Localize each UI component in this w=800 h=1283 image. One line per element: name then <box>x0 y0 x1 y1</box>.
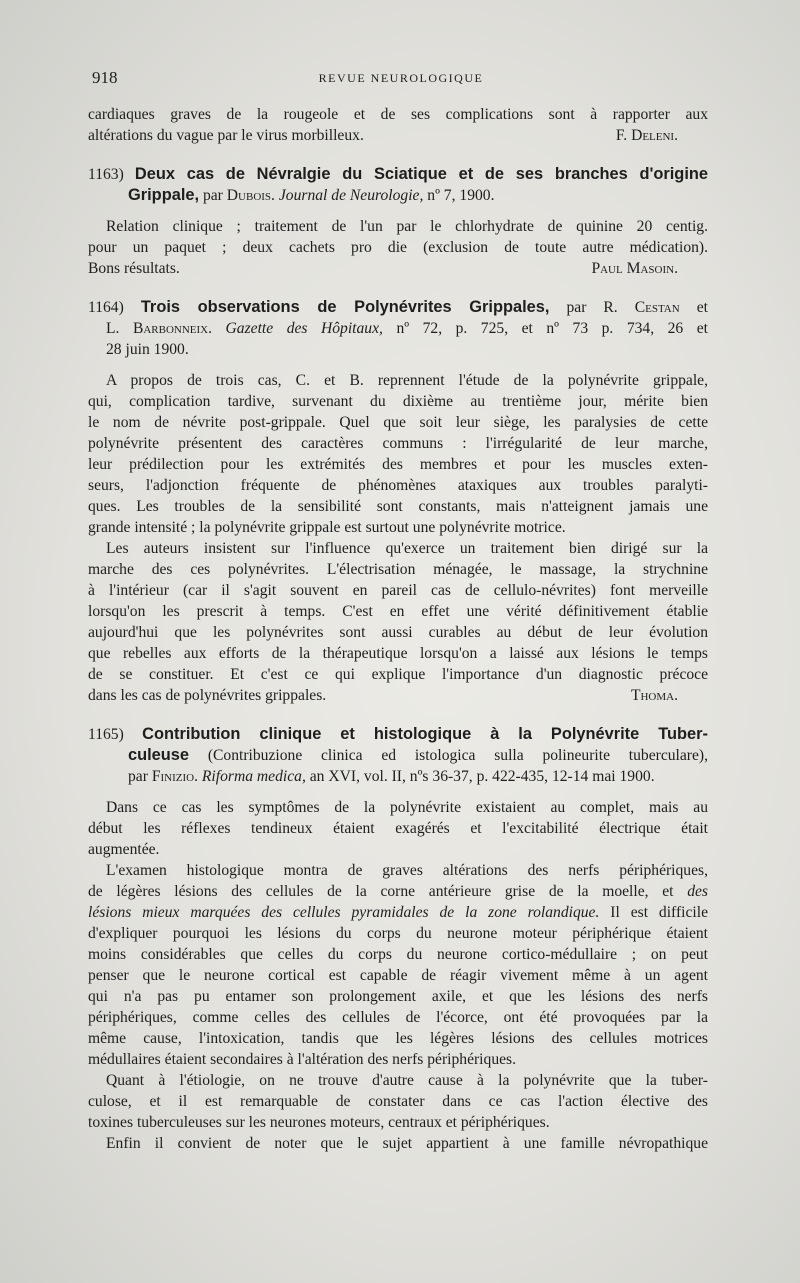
body-line: dans les cas de polynévrites grippales. <box>88 687 327 704</box>
running-header <box>92 68 710 92</box>
issue: 28 juin 1900. <box>106 341 189 358</box>
cite-word: et <box>696 299 708 316</box>
journal-name: Journal de Neurologie, <box>278 187 424 204</box>
body-line: même cause, l'intoxication, tandis que les légères lésions des cellules motrices <box>88 1030 708 1047</box>
body-line: aujourd'hui que les polynévrites sont aussi curables au début de leur évolution <box>88 624 708 641</box>
author: Barbonneix. <box>132 320 213 337</box>
body-line: de se constituer. Et c'est ce qui explique l'importance d'un diagnostic précoce <box>88 666 708 683</box>
intro-line: altérations du vague par le virus morbilleux. <box>88 127 364 144</box>
body-line: culose, et il est remarquable de constater dans ce cas l'action élective des <box>88 1093 708 1110</box>
signature: Paul Masoin. <box>591 260 678 277</box>
body-line: Dans ce cas les symptômes de la polynévrite existaient au complet, mais au <box>106 799 708 816</box>
issue: an XVI, vol. II, nºs 36-37, p. 422-435, 12-14 mai 1900. <box>309 768 655 785</box>
body-line: pour un paquet ; deux cachets pro die (exclusion de toute autre médication). <box>88 239 708 256</box>
body-line <box>88 881 708 902</box>
body-line: Les auteurs insistent sur l'influence qu'exerce un traitement bien dirigé sur la <box>106 540 708 557</box>
issue: nº 72, p. 725, et nº 73 p. 734, 26 et <box>396 320 708 337</box>
author: Dubois. <box>226 187 275 204</box>
body-italic: lésions mieux marquées des cellules pyramidales de la zone rolandique. <box>88 904 600 921</box>
article-content <box>88 104 708 1154</box>
body-line: A propos de trois cas, C. et B. reprennent l'étude de la polynévrite grippale, <box>106 372 708 389</box>
body-line: Enfin il convient de noter que le sujet appartient à une famille névropathique <box>106 1135 708 1152</box>
body-line: périphériques, comme celles des cellules de l'écorce, ont été provoquées par la <box>88 1009 708 1026</box>
cite-word: par <box>128 768 148 785</box>
body-line: Quant à l'étiologie, on ne trouve d'autre cause à la polynévrite que la tuber- <box>106 1072 708 1089</box>
entry-title-text: Contribution clinique et histologique à la Polynévrite Tuber- <box>142 725 708 743</box>
body-line: seurs, l'adjonction fréquente de phénomènes ataxiques aux troubles paralyti- <box>88 477 708 494</box>
body-line: augmentée. <box>88 841 160 858</box>
entry-title-text: Deux cas de Névralgie du Sciatique et de ses branches d'origine <box>134 165 708 183</box>
body-line: polynévrite présentent des caractères communs : l'irrégularité de leur marche, <box>88 435 708 452</box>
body-line: qui, complication tardive, survenant du dixième au trentième jour, mérite bien <box>88 393 708 410</box>
entry-number: 1164) <box>88 299 124 316</box>
body-line: Bons résultats. <box>88 260 180 277</box>
body-text: Il est difficile <box>610 904 708 921</box>
entry-1165-citation <box>88 766 708 787</box>
body-line <box>88 902 708 923</box>
entry-1163-title-cont <box>88 185 708 206</box>
body-line: moins considérables que celles du corps du neurone cortico-médullaire ; on peut <box>88 946 708 963</box>
entry-1164-title <box>88 297 708 318</box>
body-line: ques. Les troubles de la sensibilité sont constants, mais n'atteignent jamais une <box>88 498 708 515</box>
journal-name: Riforma medica, <box>201 768 306 785</box>
entry-1165-title-cont <box>88 745 708 766</box>
author: Cestan <box>634 299 680 316</box>
author-initial: L. <box>106 320 120 337</box>
entry-1164-citation <box>88 318 708 339</box>
signature: F. Deleni. <box>615 127 678 144</box>
body-line: grande intensité ; la polynévrite grippale est surtout une polynévrite motrice. <box>88 519 566 536</box>
original-title: (Contribuzione clinica ed istologica sulla polineurite tuberculare), <box>207 747 708 764</box>
body-line: Relation clinique ; traitement de l'un par le chlorhydrate de quinine 20 centig. <box>106 218 708 235</box>
issue: nº 7, 1900. <box>427 187 495 204</box>
body-line: leur prédilection pour les extrémités des membres et pour les muscles exten- <box>88 456 708 473</box>
intro-line: cardiaques graves de la rougeole et de ses complications sont à rapporter aux <box>88 106 708 123</box>
entry-number: 1165) <box>88 726 124 743</box>
entry-title-text: Trois observations de Polynévrites Grippales, <box>140 298 550 316</box>
body-line: médullaires étaient secondaires à l'altération des nerfs périphériques. <box>88 1051 516 1068</box>
entry-title-text: Grippale, <box>128 186 200 204</box>
body-line: marche des ces polynévrites. L'électrisation ménagée, le massage, la strychnine <box>88 561 708 578</box>
signature: Thoma. <box>630 687 678 704</box>
body-line: toxines tuberculeuses sur les neurones moteurs, centraux et périphériques. <box>88 1114 550 1131</box>
entry-1165-title <box>88 724 708 745</box>
entry-number: 1163) <box>88 166 124 183</box>
cite-word: par R. <box>566 299 618 316</box>
body-line: que rebelles aux efforts de la thérapeutique lorsqu'on a laissé aux lésions le temps <box>88 645 708 662</box>
body-line: qui n'a pas pu entamer son prolongement axile, et que les lésions des nerfs <box>88 988 708 1005</box>
journal-title: REVUE NEUROLOGIQUE <box>318 71 484 85</box>
body-line: le nom de névrite post-grippale. Quel que soit leur siège, les paralysies de cette <box>88 414 708 431</box>
entry-title-text: culeuse <box>128 746 190 764</box>
body-line: à l'intérieur (car il s'agit souvent en pareil cas de cellulo-névrites) font merveille <box>88 582 708 599</box>
author: Finizio. <box>151 768 198 785</box>
page-number: 918 <box>92 68 118 87</box>
body-italic: des <box>687 883 708 900</box>
journal-name: Gazette des Hôpitaux, <box>225 320 383 337</box>
entry-1163-title <box>88 164 708 185</box>
body-line: début les réflexes tendineux étaient exagérés et l'excitabilité électrique était <box>88 820 708 837</box>
body-line: d'expliquer pourquoi les lésions du corps du neurone moteur périphérique étaient <box>88 925 708 942</box>
body-line: L'examen histologique montra de graves altérations des nerfs périphériques, <box>106 862 708 879</box>
body-line: lorsqu'on les prescrit à temps. C'est en effet une vérité définitivement établie <box>88 603 708 620</box>
cite-word: par <box>202 187 223 204</box>
body-line: penser que le neurone cortical est capable de réagir vivement même à un agent <box>88 967 708 984</box>
body-text: de légères lésions des cellules de la corne antérieure grise de la moelle, et <box>88 883 674 900</box>
